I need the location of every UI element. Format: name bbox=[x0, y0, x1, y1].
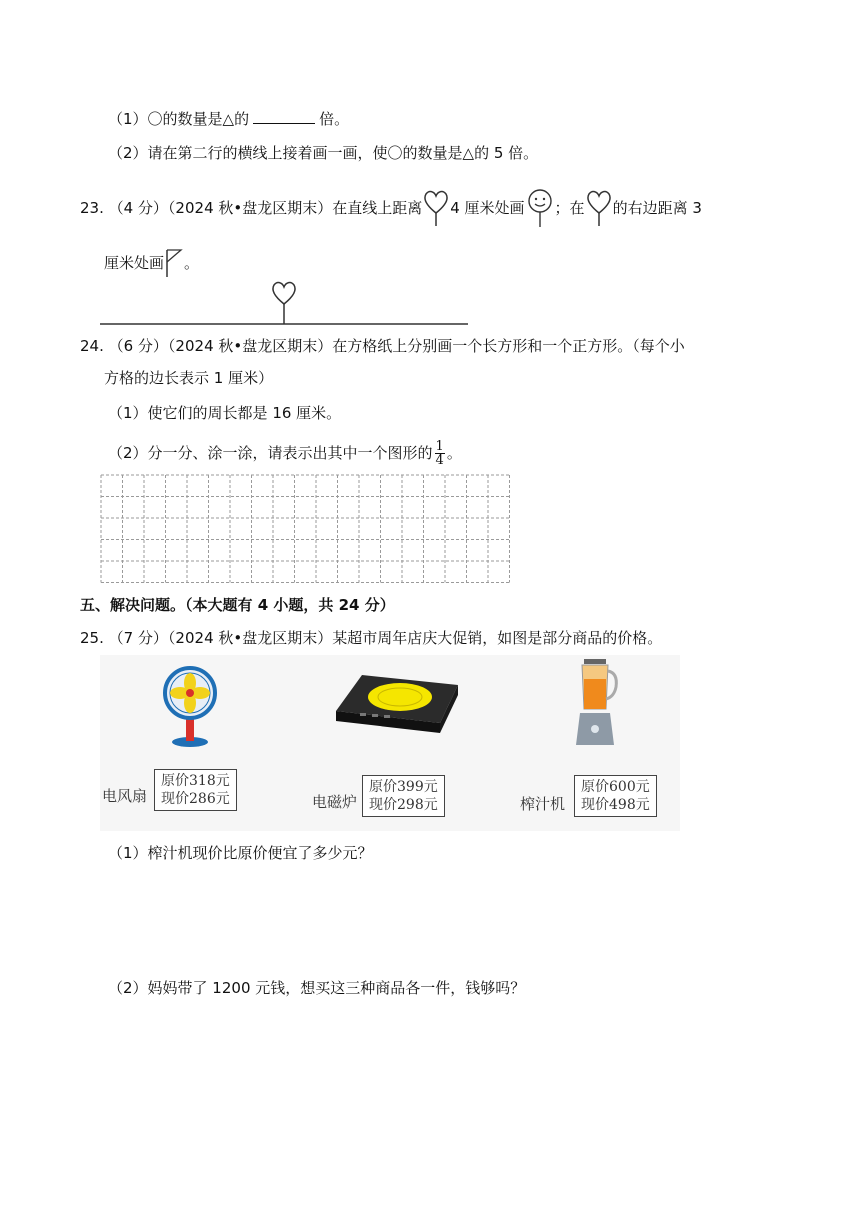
q23-number-line[interactable] bbox=[100, 278, 470, 330]
q22-sub2: （2）请在第二行的横线上接着画一画，使〇的数量是△的 5 倍。 bbox=[108, 144, 539, 162]
original-price: 原价318元 bbox=[161, 773, 230, 789]
product-name-juicer: 榨汁机 bbox=[520, 795, 566, 813]
smiley-lollipop-icon bbox=[525, 188, 555, 228]
square-grid-paper[interactable] bbox=[100, 474, 512, 586]
electric-fan-icon bbox=[158, 663, 222, 749]
q24-line2: 方格的边长表示 1 厘米） bbox=[104, 369, 274, 387]
q24-sub2-text: （2）分一分、涂一涂，请表示出其中一个图形的 bbox=[108, 444, 433, 462]
price-box-fan bbox=[154, 769, 237, 811]
original-price: 原价600元 bbox=[581, 779, 650, 795]
q25-sub1-answer-area[interactable] bbox=[108, 870, 768, 970]
fraction-one-quarter bbox=[435, 440, 445, 467]
section-title: 五、解决问题。（本大题有 4 小题，共 24 分） bbox=[80, 596, 395, 614]
q23-line1 bbox=[80, 190, 702, 226]
q23-text-f: 。 bbox=[184, 254, 200, 272]
heart-lollipop-icon bbox=[585, 189, 613, 227]
price-box-juicer bbox=[574, 775, 657, 817]
heart-lollipop-icon bbox=[422, 189, 450, 227]
current-price: 现价286元 bbox=[161, 791, 230, 807]
current-price: 现价498元 bbox=[581, 797, 650, 813]
q23-text-a: 23. （4 分）（2024 秋•盘龙区期末）在直线上距离 bbox=[80, 199, 423, 217]
q22-sub1 bbox=[108, 109, 349, 129]
q23-text-d: 的右边距离 3 bbox=[612, 199, 702, 217]
fraction-numerator: 1 bbox=[435, 438, 444, 454]
q25-sub1: （1）榨汁机现价比原价便宜了多少元？ bbox=[108, 844, 373, 862]
q24-sub1: （1）使它们的周长都是 16 厘米。 bbox=[108, 404, 342, 422]
product-name-fan: 电风扇 bbox=[102, 787, 148, 805]
q23-line2 bbox=[104, 248, 199, 278]
q22-sub1-text: （1）〇的数量是△的 bbox=[108, 110, 250, 128]
heart-lollipop-marker bbox=[273, 283, 295, 324]
q23-text-e: 厘米处画 bbox=[104, 254, 165, 272]
q23-text-b: 4 厘米处画 bbox=[450, 199, 525, 217]
juicer-icon bbox=[572, 657, 622, 749]
q25-sub2: （2）妈妈带了 1200 元钱，想买这三种商品各一件，钱够吗？ bbox=[108, 979, 526, 997]
induction-cooker-icon bbox=[332, 667, 460, 741]
original-price: 原价399元 bbox=[369, 779, 438, 795]
q23-text-c: ；在 bbox=[554, 199, 585, 217]
q25-line1: 25. （7 分）（2024 秋•盘龙区期末）某超市周年店庆大促销，如图是部分商品的价格。 bbox=[80, 629, 663, 647]
flag-icon bbox=[164, 248, 184, 278]
product-name-cooker: 电磁炉 bbox=[312, 793, 358, 811]
q24-sub2-suffix: 。 bbox=[446, 444, 462, 462]
answer-blank[interactable] bbox=[253, 109, 315, 124]
q22-sub1-suffix: 倍。 bbox=[319, 110, 350, 128]
price-box-cooker bbox=[362, 775, 445, 817]
q25-sub2-answer-area[interactable] bbox=[108, 1005, 768, 1155]
q24-sub2 bbox=[108, 436, 462, 470]
q24-line1: 24. （6 分）（2024 秋•盘龙区期末）在方格纸上分别画一个长方形和一个正方形。（每个小 bbox=[80, 337, 685, 355]
current-price: 现价298元 bbox=[369, 797, 438, 813]
fraction-denominator: 4 bbox=[435, 452, 444, 468]
product-price-figure bbox=[100, 655, 680, 831]
